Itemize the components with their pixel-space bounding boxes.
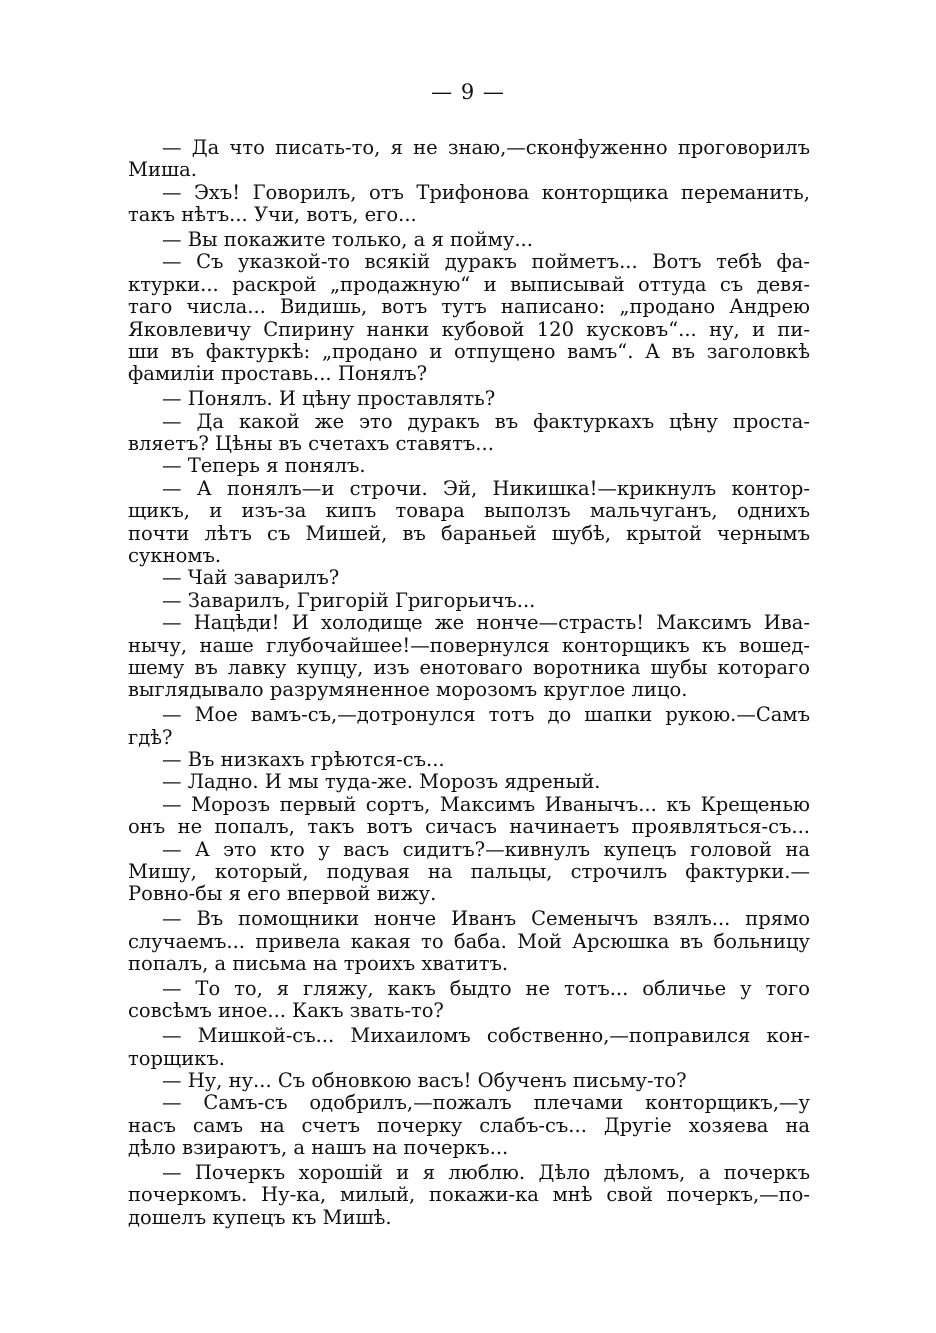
text-line: щикъ, и изъ-за кипъ товара выползъ мальчуганъ, однихъ bbox=[128, 499, 810, 523]
text-line: — А понялъ—и строчи. Эй, Никишка!—крикнулъ контор- bbox=[162, 476, 810, 500]
text-line: — Морозъ первый сортъ, Максимъ Иванычъ... къ Крещенью bbox=[162, 792, 810, 816]
text-line: — Эхъ! Говорилъ, отъ Трифонова конторщика переманить, bbox=[162, 180, 810, 204]
text-line: дошелъ купецъ къ Мишѣ. bbox=[128, 1205, 392, 1229]
text-line: — Почеркъ хорошій и я люблю. Дѣло дѣломъ, а почеркъ bbox=[162, 1161, 810, 1185]
text-line: — Ну, ну... Съ обновкою васъ! Обученъ письму-то? bbox=[162, 1069, 687, 1093]
text-line: нычу, наше глубочайшее!—повернулся конторщикъ къ вошед- bbox=[128, 633, 810, 657]
text-line: шему въ лавку купцу, изъ енотоваго воротника шубы котораго bbox=[128, 655, 810, 679]
text-line: — Вы покажите только, а я пойму... bbox=[162, 228, 533, 252]
text-line: онъ не попалъ, такъ вотъ сичасъ начинаетъ проявляться-съ... bbox=[128, 815, 810, 839]
text-line: — Въ помощники нонче Иванъ Семенычъ взялъ... прямо bbox=[162, 907, 810, 931]
text-line: случаемъ... привела какая то баба. Мой Арсюшка въ больницу bbox=[128, 929, 810, 953]
text-line: Мишу, который, подувая на пальцы, строчилъ фактурки.— bbox=[128, 860, 810, 883]
text-line: ши въ фактуркѣ: „продано и отпущено вамъ“. А въ заголовкѣ bbox=[128, 340, 810, 364]
text-line: — Мое вамъ-съ,—дотронулся тотъ до шапки рукою.—Самъ bbox=[162, 703, 810, 727]
text-line: — Мишкой-съ... Михаиломъ собственно,—поправился кон- bbox=[162, 1024, 810, 1048]
text-line: — Съ указкой-то всякій дуракъ пойметъ... Вотъ тебѣ фа- bbox=[162, 250, 810, 274]
page-number: — 9 — bbox=[431, 80, 505, 104]
text-line: выглядывало разрумяненное морозомъ круглое лицо. bbox=[128, 678, 688, 702]
text-line: почеркомъ. Ну-ка, милый, покажи-ка мнѣ свой почеркъ,—по- bbox=[128, 1183, 810, 1207]
text-line: Яковлевичу Спирину нанки кубовой 120 кусковъ“... ну, и пи- bbox=[128, 317, 810, 341]
text-line: фамиліи проставь... Понялъ? bbox=[128, 362, 428, 386]
text-line: гдѣ? bbox=[128, 725, 173, 749]
text-line: — Да какой же это дуракъ въ фактуркахъ цѣну проста- bbox=[162, 409, 810, 433]
text-line: насъ самъ на счетъ почерку слабъ-съ... Другіе хозяева на bbox=[128, 1113, 810, 1137]
text-line: вляетъ? Цѣны въ счетахъ ставятъ... bbox=[128, 432, 494, 456]
text-line: — Нацѣди! И холодище же нонче—страсть! Максимъ Ива- bbox=[162, 611, 810, 635]
text-line: дѣло взираютъ, а нашъ на почеркъ... bbox=[128, 1136, 509, 1160]
text-line: — Понялъ. И цѣну проставлять? bbox=[162, 387, 496, 411]
text-line: торщикъ. bbox=[128, 1046, 225, 1070]
text-line: — То то, я гляжу, какъ быдто не тотъ... обличье у того bbox=[162, 976, 810, 1000]
text-line: — Въ низкахъ грѣются-съ... bbox=[162, 748, 445, 772]
page-body bbox=[128, 137, 810, 1229]
text-line: сукномъ. bbox=[128, 544, 222, 568]
text-line: почти лѣтъ съ Мишей, въ бараньей шубѣ, крытой чернымъ bbox=[128, 521, 810, 545]
text-line: Ровно-бы я его впервой вижу. bbox=[128, 882, 437, 906]
text-line: Миша. bbox=[128, 158, 197, 182]
text-line: попалъ, а письма на троихъ хватитъ. bbox=[128, 952, 509, 976]
text-line: таго числа... Видишь, вотъ тутъ написано: „продано Андрею bbox=[128, 295, 810, 319]
text-line: — Да что писать-то, я не знаю,—сконфуженно проговорилъ bbox=[162, 136, 810, 159]
text-line: — Теперь я понялъ. bbox=[162, 454, 366, 478]
text-line: совсѣмъ иное... Какъ звать-то? bbox=[128, 999, 444, 1023]
text-line: — А это кто у васъ сидитъ?—кивнулъ купецъ головой на bbox=[162, 837, 810, 861]
text-line: — Ладно. И мы туда-же. Морозъ ядреный. bbox=[162, 770, 601, 794]
text-line: такъ нѣтъ... Учи, вотъ, его... bbox=[128, 203, 417, 227]
text-line: — Заварилъ, Григорій Григорьичъ... bbox=[162, 588, 536, 612]
text-line: — Самъ-съ одобрилъ,—пожалъ плечами конторщикъ,—у bbox=[162, 1091, 810, 1115]
text-line: ктурки... раскрой „продажную“ и выписывай оттуда съ девя- bbox=[128, 272, 810, 296]
text-line: — Чай заварилъ? bbox=[162, 566, 340, 590]
